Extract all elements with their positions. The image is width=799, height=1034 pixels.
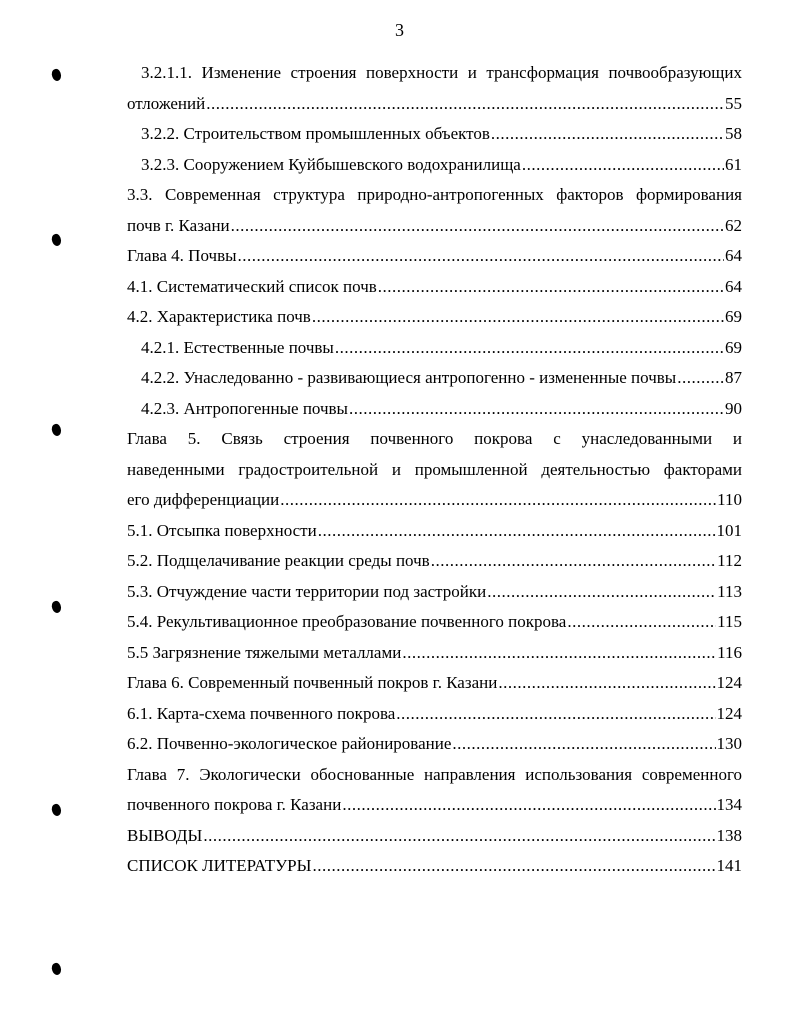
toc-entry-page: 110 xyxy=(717,490,742,509)
toc-entry xyxy=(127,699,742,730)
toc-entry-page: 87 xyxy=(725,368,742,387)
dot-leader xyxy=(402,638,716,669)
toc-entry-title: почвенного покрова г. Казани xyxy=(127,795,342,814)
dot-leader xyxy=(203,821,715,852)
dot-leader xyxy=(378,272,724,303)
toc-entry xyxy=(127,119,742,150)
toc-entry-page: 61 xyxy=(725,154,742,174)
toc-entry-title: 5.1. Отсыпка поверхности xyxy=(127,520,317,540)
toc-entry-title: 4.2.3. Антропогенные почвы xyxy=(141,398,348,418)
toc-entry xyxy=(127,851,742,882)
toc-entry-title: 6.1. Карта-схема почвенного покрова xyxy=(127,703,396,723)
toc-entry-page: 124 xyxy=(716,703,742,723)
binding-hole-mark xyxy=(50,68,63,82)
toc-entry-page: 130 xyxy=(716,734,742,753)
toc-entry-page: 124 xyxy=(716,673,742,692)
binding-hole-mark xyxy=(50,233,63,247)
toc-entry-page: 69 xyxy=(725,307,742,326)
toc-entry-title: 4.2.1. Естественные почвы xyxy=(141,337,334,357)
toc-entry-title: наведенными градостроительной и промышленной деятельностью факторами xyxy=(127,459,742,479)
toc-entry-title: 3.2.1.1. Изменение строения поверхности и трансформация почвообразующих xyxy=(141,63,742,82)
toc-entry xyxy=(127,729,742,760)
dot-leader xyxy=(677,363,724,394)
toc-entry xyxy=(127,211,742,242)
toc-entry-title: 5.4. Рекультивационное преобразование почвенного покрова xyxy=(127,612,567,631)
table-of-contents xyxy=(127,58,742,882)
dot-leader xyxy=(567,607,716,638)
toc-entry-page: 115 xyxy=(717,612,742,631)
toc-entry-page: 138 xyxy=(716,825,742,845)
toc-entry-page: 58 xyxy=(725,124,742,143)
dot-leader xyxy=(342,790,715,821)
toc-entry-title: 4.1. Систематический список почв xyxy=(127,276,377,296)
binding-hole-mark xyxy=(50,962,63,976)
toc-entry-title: 6.2. Почвенно-экологическое районирование xyxy=(127,734,452,753)
toc-entry xyxy=(127,607,742,638)
toc-entry xyxy=(127,58,742,89)
dot-leader xyxy=(318,516,716,547)
toc-entry-page: 90 xyxy=(725,398,742,418)
toc-entry-page: 141 xyxy=(716,856,742,875)
dot-leader xyxy=(431,546,716,577)
toc-entry-page: 55 xyxy=(725,93,742,113)
toc-entry xyxy=(127,516,742,547)
dot-leader xyxy=(238,241,724,272)
toc-entry xyxy=(127,577,742,608)
toc-entry xyxy=(127,546,742,577)
toc-entry xyxy=(127,394,742,425)
toc-entry xyxy=(127,424,742,455)
toc-entry-page: 112 xyxy=(717,551,742,570)
toc-entry-page: 116 xyxy=(717,642,742,662)
toc-entry-title: Глава 6. Современный почвенный покров г. Казани xyxy=(127,673,498,692)
binding-hole-mark xyxy=(50,423,63,437)
toc-entry-title: СПИСОК ЛИТЕРАТУРЫ xyxy=(127,856,312,875)
toc-entry xyxy=(127,668,742,699)
toc-entry-page: 64 xyxy=(725,246,742,265)
toc-entry-title: отложений xyxy=(127,93,206,113)
toc-entry xyxy=(127,790,742,821)
toc-entry-title: 4.2.2. Унаследованно - развивающиеся антропогенно - измененные почвы xyxy=(141,368,677,387)
toc-entry-title: 3.2.2. Строительством промышленных объектов xyxy=(141,124,490,143)
toc-entry-title: 3.3. Современная структура природно-антропогенных факторов формирования xyxy=(127,185,742,204)
dot-leader xyxy=(498,668,715,699)
toc-entry xyxy=(127,333,742,364)
toc-entry-title: Глава 4. Почвы xyxy=(127,246,237,265)
page-number: 3 xyxy=(395,20,404,40)
toc-entry xyxy=(127,302,742,333)
toc-entry-title: ВЫВОДЫ xyxy=(127,825,203,845)
dot-leader xyxy=(522,150,724,181)
toc-entry-title: Глава 7. Экологически обоснованные направления использования современного xyxy=(127,764,742,784)
toc-entry xyxy=(127,485,742,516)
toc-entry xyxy=(127,272,742,303)
toc-entry xyxy=(127,180,742,211)
dot-leader xyxy=(487,577,716,608)
dot-leader xyxy=(335,333,724,364)
toc-entry xyxy=(127,89,742,120)
dot-leader xyxy=(312,302,724,333)
binding-hole-mark xyxy=(50,600,63,614)
toc-entry-page: 69 xyxy=(725,337,742,357)
toc-entry-page: 134 xyxy=(716,795,742,814)
toc-entry-page: 101 xyxy=(716,520,742,540)
toc-entry-page: 62 xyxy=(725,215,742,235)
dot-leader xyxy=(312,851,715,882)
dot-leader xyxy=(491,119,724,150)
toc-entry-title: 5.2. Подщелачивание реакции среды почв xyxy=(127,551,430,570)
toc-entry-title: 3.2.3. Сооружением Куйбышевского водохранилища xyxy=(141,154,521,174)
toc-entry-title: 5.3. Отчуждение части территории под застройки xyxy=(127,581,487,601)
toc-entry-page: 64 xyxy=(725,276,742,296)
dot-leader xyxy=(231,211,724,242)
toc-entry xyxy=(127,821,742,852)
toc-entry-title: Глава 5. Связь строения почвенного покрова с унаследованными и xyxy=(127,429,742,448)
toc-entry-title: его дифференциации xyxy=(127,490,280,509)
toc-entry xyxy=(127,455,742,486)
dot-leader xyxy=(452,729,715,760)
toc-entry xyxy=(127,760,742,791)
toc-entry xyxy=(127,150,742,181)
dot-leader xyxy=(396,699,715,730)
toc-entry-title: почв г. Казани xyxy=(127,215,230,235)
binding-hole-mark xyxy=(50,803,63,817)
toc-entry-title: 4.2. Характеристика почв xyxy=(127,307,311,326)
dot-leader xyxy=(206,89,724,120)
toc-entry-title: 5.5 Загрязнение тяжелыми металлами xyxy=(127,642,402,662)
dot-leader xyxy=(349,394,724,425)
toc-entry xyxy=(127,241,742,272)
toc-entry-page: 113 xyxy=(717,581,742,601)
dot-leader xyxy=(280,485,716,516)
toc-entry xyxy=(127,363,742,394)
toc-entry xyxy=(127,638,742,669)
